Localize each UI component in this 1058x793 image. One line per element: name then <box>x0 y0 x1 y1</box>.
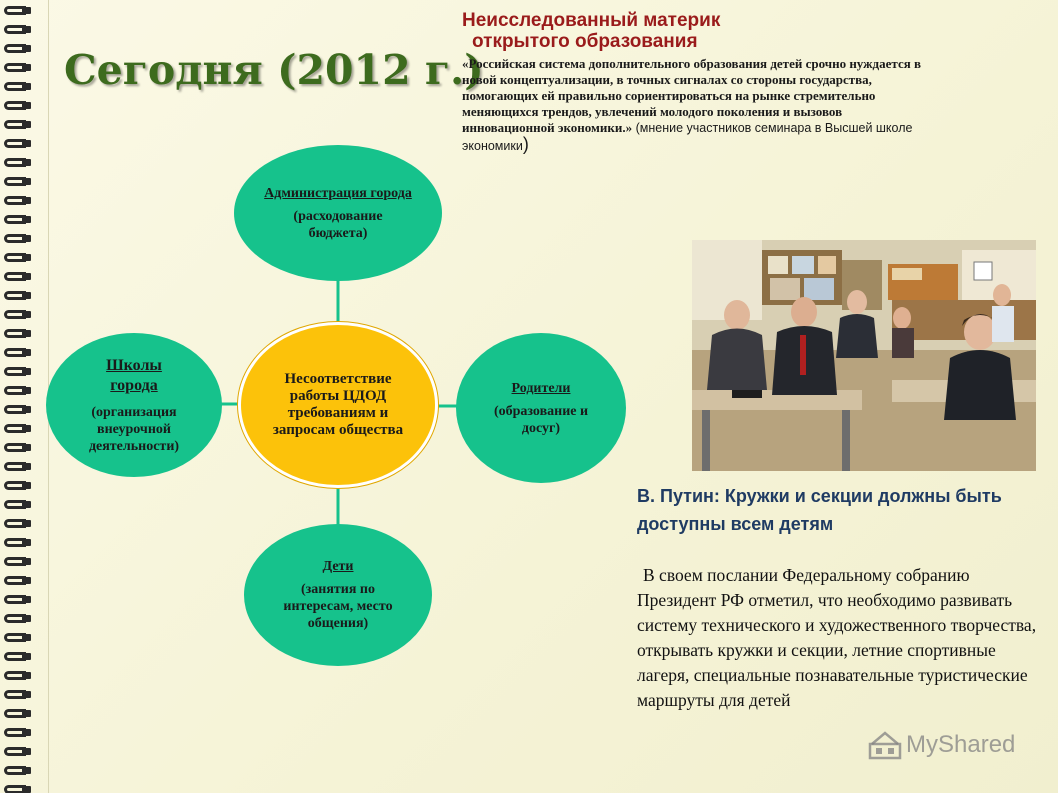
node-children-title: Дети <box>322 559 354 574</box>
node-children-sub: (занятия по интересам, место общения) <box>283 582 393 631</box>
watermark <box>868 730 1015 760</box>
node-parents <box>456 333 626 483</box>
watermark-logo-icon <box>868 730 902 760</box>
node-administration-sub: (расходование бюджета) <box>293 208 383 241</box>
quote-heading <box>462 10 922 52</box>
node-schools-sub: (организация внеурочной деятельности) <box>88 404 180 454</box>
spiral-ring <box>4 348 32 357</box>
spiral-ring <box>4 120 32 129</box>
spiral-ring <box>4 690 32 699</box>
node-schools-title: Школы города <box>106 356 162 394</box>
spiral-ring <box>4 519 32 528</box>
spiral-ring <box>4 25 32 34</box>
node-schools <box>46 333 222 477</box>
node-administration <box>234 145 442 281</box>
spiral-ring <box>4 234 32 243</box>
quote-heading-line1: Неисследованный материк <box>462 10 721 31</box>
node-center-problem <box>238 322 438 488</box>
spiral-ring <box>4 671 32 680</box>
spiral-ring <box>4 215 32 224</box>
spiral-ring <box>4 557 32 566</box>
spiral-ring <box>4 481 32 490</box>
spiral-binding <box>0 0 48 793</box>
spiral-ring <box>4 766 32 775</box>
spiral-ring <box>4 177 32 186</box>
spiral-ring <box>4 747 32 756</box>
spiral-ring <box>4 386 32 395</box>
quote-block <box>462 10 922 154</box>
article-headline: В. Путин: Кружки и секции должны быть доступны всем детям <box>637 486 1002 534</box>
quote-source: (мнение участников семинара в Высшей школе экономики <box>462 121 913 153</box>
spiral-ring <box>4 595 32 604</box>
spiral-ring <box>4 253 32 262</box>
spiral-ring <box>4 101 32 110</box>
classroom-photo-illustration <box>692 240 1036 471</box>
spiral-ring <box>4 63 32 72</box>
spiral-ring <box>4 6 32 15</box>
quote-source-close: ) <box>522 134 529 154</box>
quote-heading-line2: открытого образования <box>472 31 698 52</box>
spiral-ring <box>4 272 32 281</box>
node-administration-title: Администрация города <box>264 185 412 201</box>
spiral-ring <box>4 405 32 414</box>
spiral-ring <box>4 44 32 53</box>
spiral-ring <box>4 652 32 661</box>
spiral-ring <box>4 196 32 205</box>
node-children <box>244 524 432 666</box>
spiral-ring <box>4 329 32 338</box>
spiral-ring <box>4 614 32 623</box>
spiral-ring <box>4 367 32 376</box>
article-body <box>637 563 1049 713</box>
spiral-ring <box>4 538 32 547</box>
node-center-text: Несоответствие работы ЦДОД требованиям и запросам общества <box>272 371 404 438</box>
spiral-ring <box>4 139 32 148</box>
spiral-ring <box>4 443 32 452</box>
spiral-ring <box>4 785 32 793</box>
node-parents-title: Родители <box>511 380 571 396</box>
article-body-text: В своем послании Федеральному собранию Президент РФ отметил, что необходимо развивать систему технического и художественного творчества, открывать кружки и секции, летние спортивные лагеря, специальные познавательные туристические маршруты для детей <box>637 565 1037 710</box>
spiral-ring <box>4 709 32 718</box>
node-parents-sub: (образование и досуг) <box>493 403 589 436</box>
spiral-ring <box>4 462 32 471</box>
spiral-ring <box>4 728 32 737</box>
spiral-ring <box>4 424 32 433</box>
spiral-ring <box>4 310 32 319</box>
classroom-photo <box>692 240 1036 471</box>
spiral-ring <box>4 82 32 91</box>
spiral-ring <box>4 633 32 642</box>
spiral-ring <box>4 158 32 167</box>
spiral-ring <box>4 576 32 585</box>
quote-text <box>462 56 922 154</box>
spiral-ring <box>4 500 32 509</box>
slide-title: Сегодня (2012 г.) <box>64 46 484 94</box>
quote-body: «Российская система дополнительного образования детей срочно нуждается в новой концептуализации, в точных сигналах со стороны государства, помогающих ей правильно сориентироваться на рынке стремительно меняющихся трендов, увлечений молодого поколения и вызовов инновационной экономики.» <box>462 56 922 135</box>
spiral-ring <box>4 291 32 300</box>
watermark-text: MyShared <box>906 731 1016 758</box>
